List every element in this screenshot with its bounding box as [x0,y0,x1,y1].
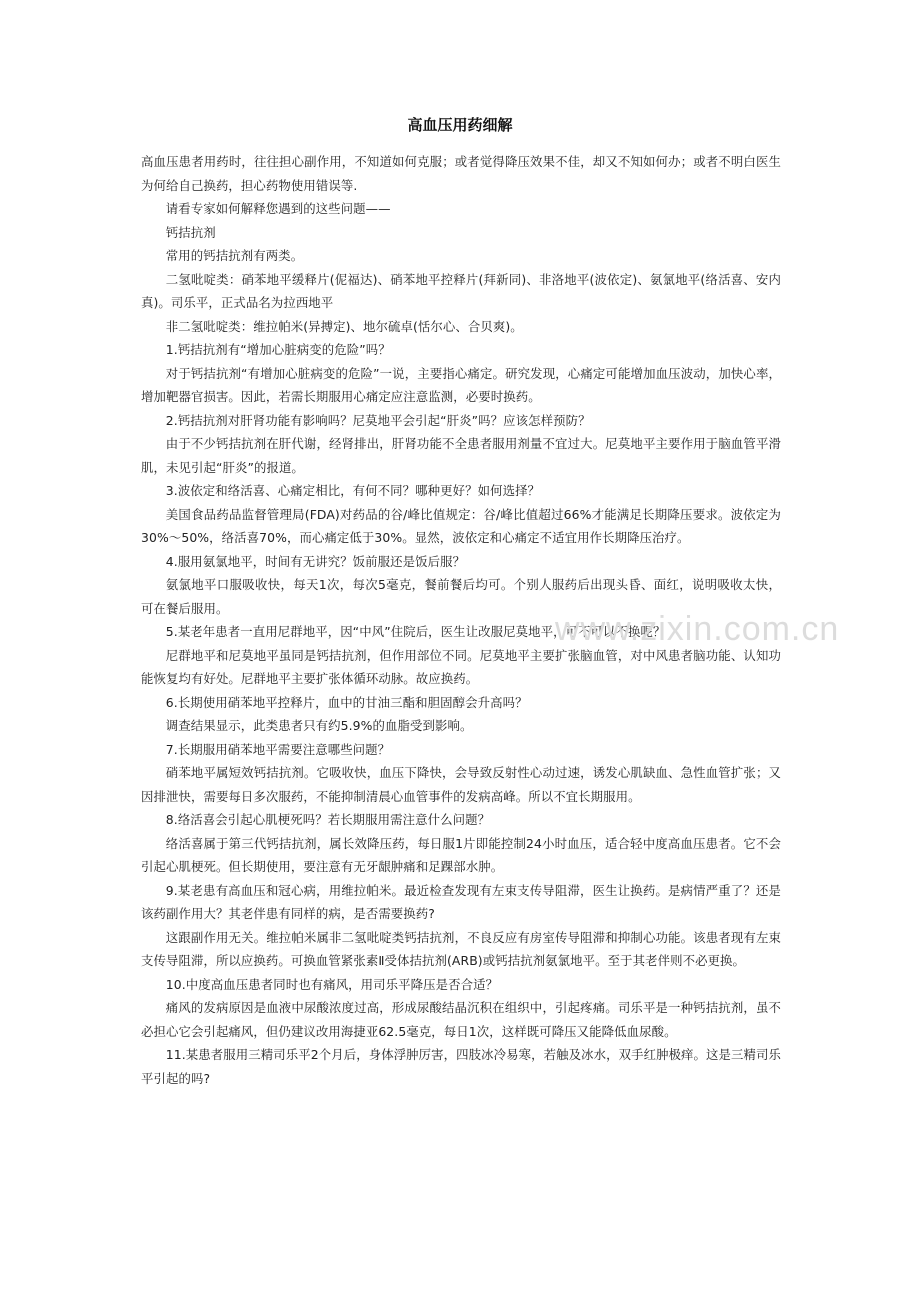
paragraph: 痛风的发病原因是血液中尿酸浓度过高，形成尿酸结晶沉积在组织中，引起疼痛。司乐平是一种钙拮抗剂，虽不必担心它会引起痛风，但仍建议改用海捷亚62.5毫克，每日1次，这样既可降压又能降低血尿酸。 [141,1000,781,1039]
paragraph: 美国食品药品监督管理局(FDA)对药品的谷/峰比值规定：谷/峰比值超过66%才能满足长期降压要求。波依定为30%～50%，络活喜70%，而心痛定低于30%。显然，波依定和心痛定不适宜用作长期降压治疗。 [141,506,781,545]
paragraph: 6.长期使用硝苯地平控释片，血中的甘油三酯和胆固醇会升高吗？ [165,694,528,710]
document-title: 高血压用药细解 [407,116,513,134]
paragraph: 9.某老患有高血压和冠心病，用维拉帕米。最近检查发现有左束支传导阻滞，医生让换药。是病情严重了？还是该药副作用大？其老伴患有同样的病，是否需要换药? [141,882,781,921]
paragraph: 高血压患者用药时，往往担心副作用，不知道如何克服；或者觉得降压效果不佳，却又不知如何办；或者不明白医生为何给自己换药，担心药物使用错误等. [141,154,781,193]
paragraph: 请看专家如何解释您遇到的这些问题—— [165,201,391,216]
paragraph: 硝苯地平属短效钙拮抗剂。它吸收快，血压下降快，会导致反射性心动过速，诱发心肌缺血、急性血管扩张；又因排泄快，需要每日多次服药，不能抑制清晨心血管事件的发病高峰。所以不宜长期服用。 [141,765,781,804]
paragraph: 1.钙拮抗剂有“增加心脏病变的危险”吗？ [165,342,391,357]
paragraph: 氨氯地平口服吸收快，每天1次，每次5毫克，餐前餐后均可。个别人服药后出现头昏、面红，说明吸收太快，可在餐后服用。 [141,577,781,616]
paragraph: 10.中度高血压患者同时也有痛风，用司乐平降压是否合适？ [165,976,499,992]
paragraph: 络活喜属于第三代钙拮抗剂，属长效降压药，每日服1片即能控制24小时血压，适合轻中度高血压患者。它不会引起心肌梗死。但长期使用，要注意有无牙龈肿痛和足踝部水肿。 [141,835,781,874]
paragraph: 这跟副作用无关。维拉帕米属非二氢吡啶类钙拮抗剂，不良反应有房室传导阻滞和抑制心功能。该患者现有左束支传导阻滞，所以应换药。可换血管紧张素Ⅱ受体拮抗剂(ARB)或钙拮抗剂氨氯地平。至于其老伴则不必更换。 [141,929,781,968]
paragraph: 2.钙拮抗剂对肝肾功能有影响吗？尼莫地平会引起“肝炎”吗？应该怎样预防？ [165,412,591,428]
paragraph: 调查结果显示，此类患者只有约5.9%的血脂受到影响。 [165,718,473,733]
paragraph: 8.络活喜会引起心肌梗死吗？若长期服用需注意什么问题？ [165,812,491,827]
paragraph: 非二氢吡啶类：维拉帕米(异搏定)、地尔硫卓(恬尔心、合贝爽)。 [165,318,523,334]
paragraph: 钙拮抗剂 [165,224,216,240]
watermark-text: www.zixin.com.cn [555,610,840,648]
paragraph: 7.长期服用硝苯地平需要注意哪些问题？ [165,741,391,757]
paragraph: 3.波依定和络活喜、心痛定相比，有何不同？哪种更好？如何选择？ [165,483,541,498]
paragraph: 由于不少钙拮抗剂在肝代谢，经肾排出，肝肾功能不全患者服用剂量不宜过大。尼莫地平主要作用于脑血管平滑肌，未见引起“肝炎”的报道。 [141,436,781,475]
paragraph: 11.某患者服用三精司乐平2个月后，身体浮肿厉害，四肢冰冷易寒，若触及冰水，双手红肿极痒。这是三精司乐平引起的吗? [141,1047,781,1086]
paragraph: 尼群地平和尼莫地平虽同是钙拮抗剂，但作用部位不同。尼莫地平主要扩张脑血管，对中风患者脑功能、认知功能恢复均有好处。尼群地平主要扩张体循环动脉。故应换药。 [141,647,781,686]
paragraph: 二氢吡啶类：硝苯地平缓释片(伲福达)、硝苯地平控释片(拜新同)、非洛地平(波依定)、氨氯地平(络活喜、安内真)。司乐平，正式品名为拉西地平 [141,271,781,310]
paragraph: 5.某老年患者一直用尼群地平，因“中风”住院后，医生让改服尼莫地平，可不可以不换呢？ [165,624,666,639]
paragraph: 对于钙拮抗剂“有增加心脏病变的危险”一说，主要指心痛定。研究发现，心痛定可能增加血压波动，加快心率，增加靶器官损害。因此，若需长期服用心痛定应注意监测，必要时换药。 [141,365,781,404]
paragraph: 4.服用氨氯地平，时间有无讲究？饭前服还是饭后服？ [165,553,466,569]
document-body [141,150,781,1090]
paragraph: 常用的钙拮抗剂有两类。 [165,248,304,263]
